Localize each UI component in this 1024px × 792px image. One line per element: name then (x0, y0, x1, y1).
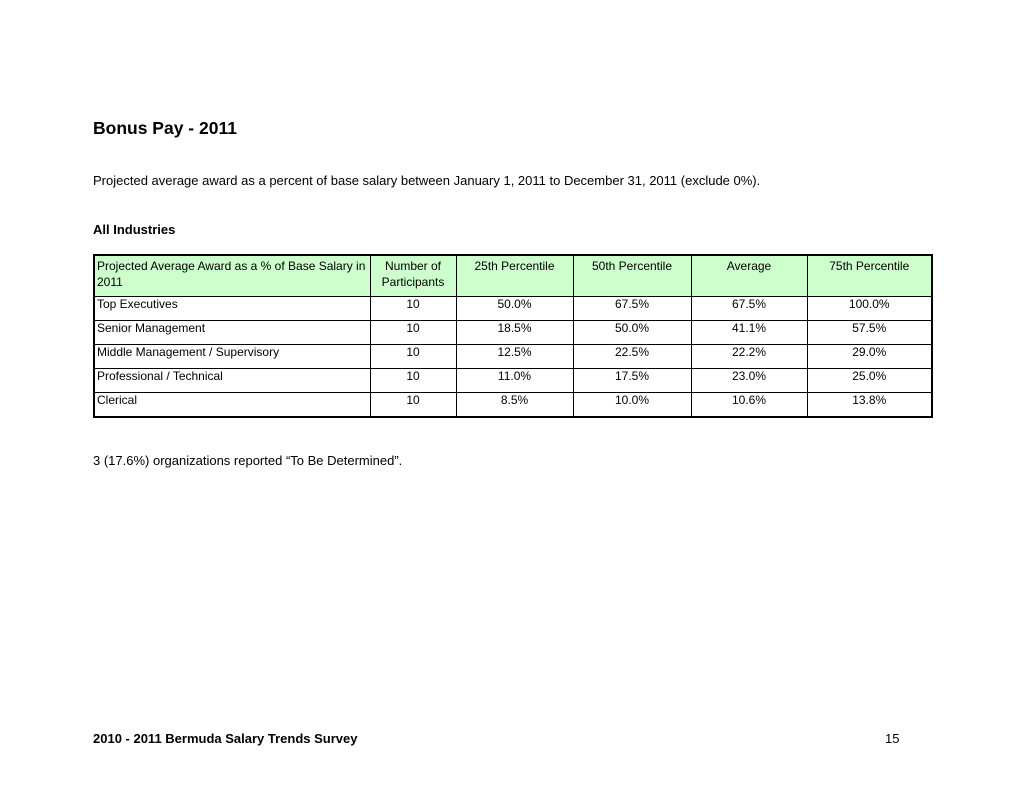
footer-survey-title: 2010 - 2011 Bermuda Salary Trends Survey (93, 731, 358, 746)
cell-50th-percentile: 67.5% (573, 297, 691, 321)
table-row (94, 345, 932, 369)
cell-75th-percentile: 29.0% (807, 345, 932, 369)
cell-25th-percentile: 12.5% (456, 345, 573, 369)
table-row (94, 393, 932, 418)
table-row (94, 297, 932, 321)
cell-75th-percentile: 13.8% (807, 393, 932, 418)
bonus-pay-table (93, 254, 933, 418)
description-text: Projected average award as a percent of base salary between January 1, 2011 to December 31, 2011 (exclude 0%). (93, 173, 761, 188)
cell-50th-percentile: 17.5% (573, 369, 691, 393)
header-award-category: Projected Average Award as a % of Base Salary in 2011 (94, 255, 370, 297)
cell-50th-percentile: 22.5% (573, 345, 691, 369)
cell-75th-percentile: 100.0% (807, 297, 932, 321)
header-participants: Number of Participants (370, 255, 456, 297)
cell-participants: 10 (370, 297, 456, 321)
cell-participants: 10 (370, 345, 456, 369)
row-label: Senior Management (94, 321, 370, 345)
header-25th-percentile: 25th Percentile (456, 255, 573, 297)
cell-25th-percentile: 18.5% (456, 321, 573, 345)
section-heading: All Industries (93, 222, 176, 237)
header-50th-percentile: 50th Percentile (573, 255, 691, 297)
cell-average: 10.6% (691, 393, 807, 418)
cell-50th-percentile: 50.0% (573, 321, 691, 345)
cell-25th-percentile: 8.5% (456, 393, 573, 418)
cell-average: 41.1% (691, 321, 807, 345)
cell-participants: 10 (370, 321, 456, 345)
cell-average: 67.5% (691, 297, 807, 321)
page-number: 15 (885, 731, 900, 746)
cell-average: 22.2% (691, 345, 807, 369)
cell-participants: 10 (370, 393, 456, 418)
row-label: Top Executives (94, 297, 370, 321)
tbd-note: 3 (17.6%) organizations reported “To Be Determined”. (93, 453, 403, 468)
table-row (94, 369, 932, 393)
table-row (94, 321, 932, 345)
cell-25th-percentile: 11.0% (456, 369, 573, 393)
cell-25th-percentile: 50.0% (456, 297, 573, 321)
cell-50th-percentile: 10.0% (573, 393, 691, 418)
row-label: Middle Management / Supervisory (94, 345, 370, 369)
cell-75th-percentile: 57.5% (807, 321, 932, 345)
table-header-row (94, 255, 932, 297)
cell-average: 23.0% (691, 369, 807, 393)
cell-75th-percentile: 25.0% (807, 369, 932, 393)
header-75th-percentile: 75th Percentile (807, 255, 932, 297)
row-label: Clerical (94, 393, 370, 418)
cell-participants: 10 (370, 369, 456, 393)
page-title: Bonus Pay - 2011 (93, 118, 237, 138)
header-average: Average (691, 255, 807, 297)
row-label: Professional / Technical (94, 369, 370, 393)
